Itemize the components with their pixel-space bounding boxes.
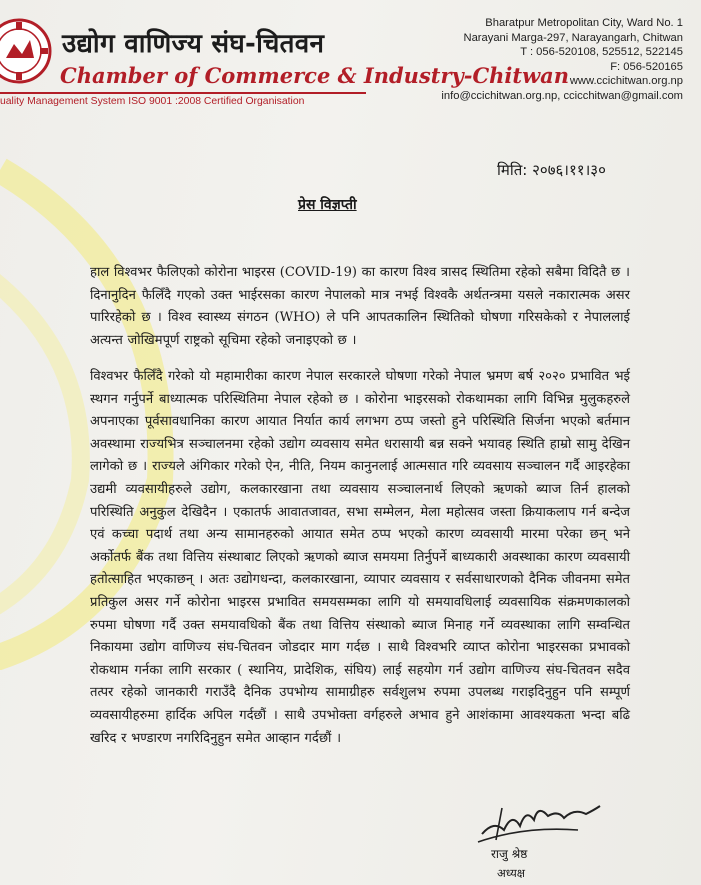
document-heading: प्रेस विज्ञप्ती — [298, 197, 357, 213]
website-line: www.ccichitwan.org.np — [569, 75, 683, 88]
email-line: info@ccichitwan.org.np, ccicchitwan@gmail.com — [441, 89, 683, 102]
letter-date: मिति: २०७६।११।३० — [497, 161, 606, 179]
phone-line: T : 056-520108, 525512, 522145 — [520, 46, 683, 59]
address-line: Narayani Marga-297, Narayangarh, Chitwan — [463, 31, 683, 44]
header-divider — [0, 92, 366, 94]
chamber-logo — [0, 18, 52, 84]
signatory-name: राजु श्रेष्ठ — [491, 847, 528, 861]
fax-line: F: 056-520165 — [610, 60, 683, 73]
iso-certification: uality Management System ISO 9001 :2008 Certified Organisation — [0, 96, 305, 107]
organization-name-nepali: उद्योग वाणिज्य संघ-चितवन — [62, 29, 325, 59]
signatory-title: अध्यक्ष — [497, 866, 526, 880]
address-line: Bharatpur Metropolitan City, Ward No. 1 — [485, 17, 683, 29]
organization-name-english: Chamber of Commerce & Industry-Chitwan — [60, 63, 570, 88]
body-paragraph: हाल विश्वभर फैलिएको कोरोना भाइरस (COVID-19) का कारण विश्व त्रासद स्थितिमा रहेको सबैमा विदितै छ । दिनानुदिन फैलिँदै गएको उक्त भाईरसका कारण नेपालको मात्र नभई विश्वकै अर्थतन्त्रमा यसले नकारात्मक असर पारिरहेको छ । विश्व स्वास्थ्य संगठन (WHO) ले पनि आपतकालिन स्थितिको घोषणा गरिसकेको र नेपाललाई अत्यन्त जोखिमपूर्ण राष्ट्रको सूचिमा रहेको जनाइएको छ । — [90, 265, 630, 348]
contact-block — [441, 16, 683, 104]
handwritten-signature — [474, 790, 604, 850]
body-paragraph: विश्वभर फैलिँदै गरेको यो महामारीका कारण नेपाल सरकारले घोषणा गरेको नेपाल भ्रमण बर्ष २०२० प्रभावित भई स्थगन गर्नुपर्ने बाध्यात्मक परिस्थितिमा नेपाल रहेको छ । कोरोना भाइरसको रोकथामका लागि विभिन्न मुलुकहरुले अपनाएका पूर्वसावधानिका कारण आयात निर्यात कार्य लगभग ठप्प जस्तो हुने परिस्थिति सिर्जना भएको बर्तमान अवस्थामा राज्यभित्र सञ्चालनमा रहेको उद्योग व्यवसाय समेत धरासायी बन्न सक्ने भयावह स्थिति हाम्रो सामु देखिन लागेको छ । राज्यले अंगिकार गरेको ऐन, नीति, नियम कानुनलाई आत्मसात गरि व्यवसाय सञ्चालन गर्दै आइरहेका उद्यमी व्यवसायीहरुले उद्योग, कलकारखाना तथा व्यवसाय सञ्चालनार्थ लिएको ऋणको ब्याज तिर्न हालको परिस्थिति अनुकुल देखिदैन । एकातर्फ आवातजावत, सभा सम्मेलन, मेला महोत्सव जस्ता क्रियाकलाप गर्न बन्देज एवं कच्चा पदार्थ तथा अन्य सामानहरुको आयात समेत ठप्प भएको कारण व्यवसायी मारमा परेका छन् भने अर्कोतर्फ बैंक तथा वित्तिय संस्थाबाट लिएको ऋणको ब्याज समयमा तिर्नुपर्ने बाध्यकारी अवस्थाका कारण व्यवसायी हतोत्साहित भएकाछन् । अतः उद्योगधन्दा, कलकारखाना, व्यापार व्यवसाय र सर्वसाधारणको दैनिक जीवनमा समेत प्रतिकुल असर गर्ने कोरोना भाइरस प्रभावित समयसम्मका लागि यो समयावधिलाई व्यवसायिक संक्रमणकालको रुपमा घोषणा गर्दै उक्त समयावधिको बैंक तथा वित्तिय संस्थाको ब्याज मिनाह गर्ने व्यवस्थाका लागि सम्वन्धित निकायमा उद्योग वाणिज्य संघ-चितवन जोडदार माग गर्दछ । साथै विश्वभरि व्याप्त कोरोना भाइरसका प्रभावको रोकथाम गर्नका लागि सरकार ( स्थानिय, प्रादेशिक, संघिय) लाई सहयोग गर्न उद्योग वाणिज्य संघ-चितवन सदैव तत्पर रहेको जानकारी गराउँदै दैनिक उपभोग्य सामाग्रीहरु सर्वशुलभ रुपमा उपलब्ध गराइदिनुहुन पनि सम्पूर्ण व्यवसायीहरुमा हार्दिक अपिल गर्दछौं । साथै उपभोक्ता वर्गहरुले अभाव हुने आशंकामा आवश्यकता भन्दा बढि खरिद र भण्डारण नगरिदिनुहुन समेत आव्हान गर्दछौं । — [90, 369, 630, 746]
